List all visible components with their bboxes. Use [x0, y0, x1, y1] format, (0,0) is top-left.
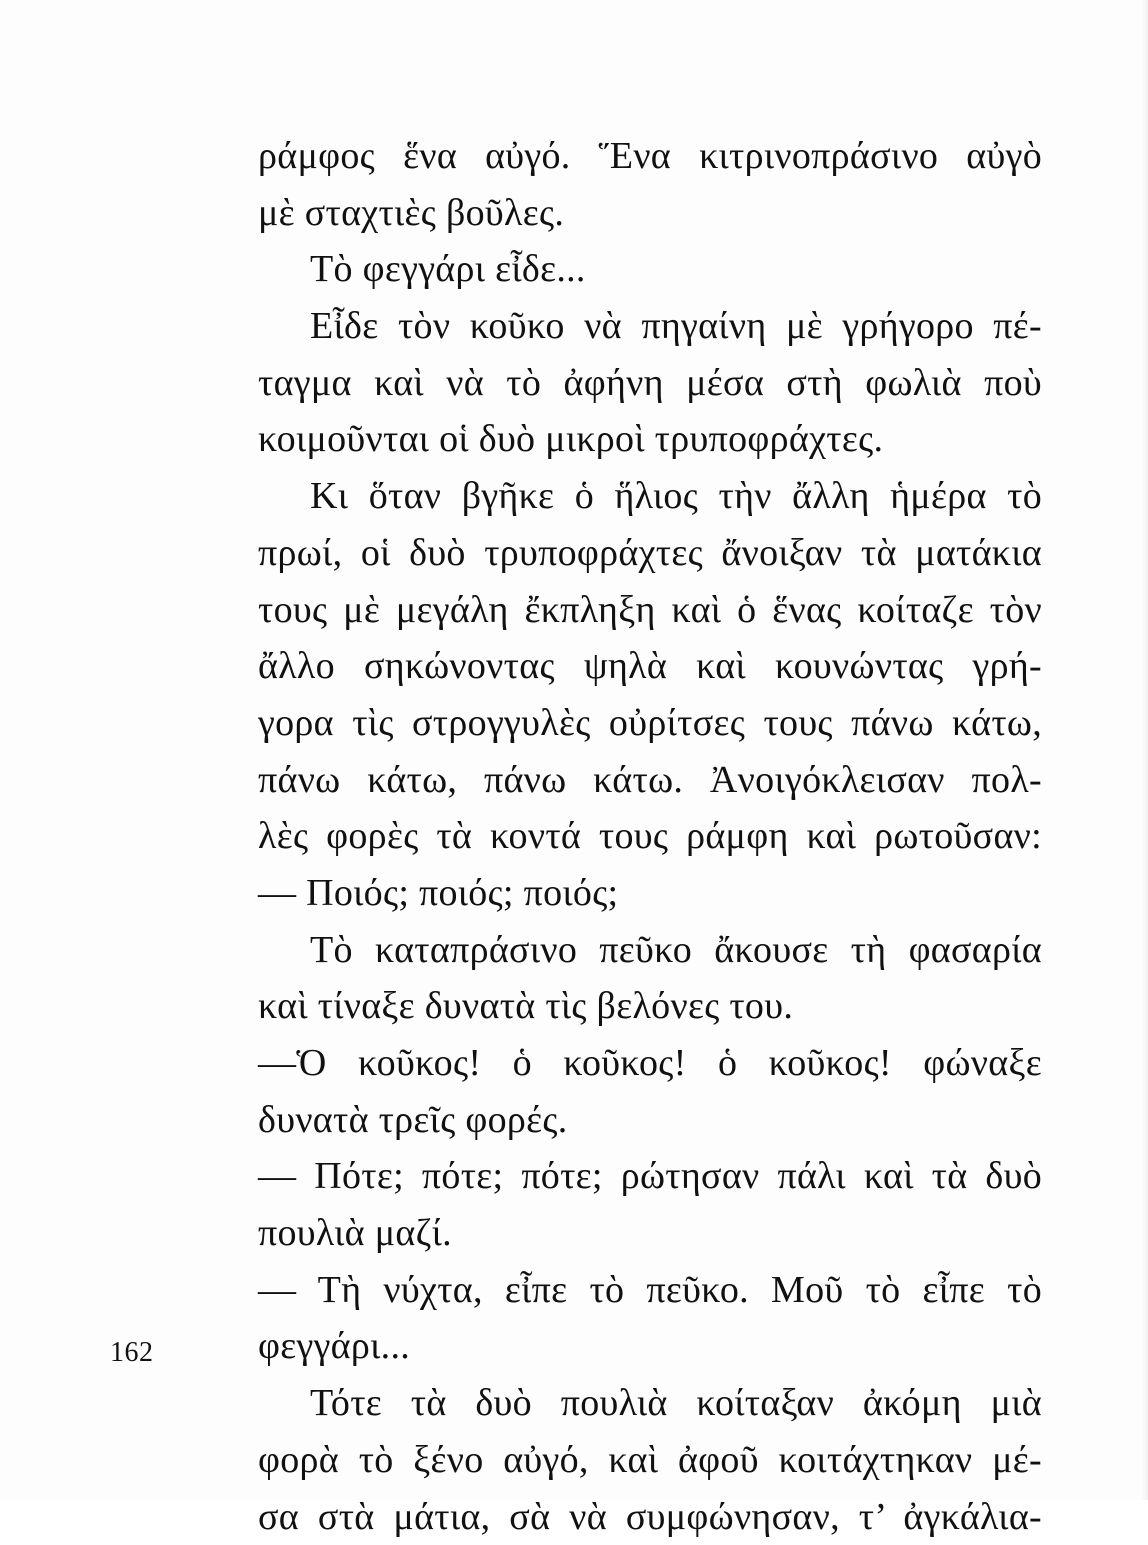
text-line: ταγμα καὶ νὰ τὸ ἀφήνη μέσα στὴ φωλιὰ ποὺ — [258, 355, 1042, 412]
text-line: Κι ὅταν βγῆκε ὁ ἥλιος τὴν ἄλλη ἡμέρα τὸ — [258, 468, 1042, 525]
text-line: δυνατὰ τρεῖς φορές. — [258, 1092, 1042, 1149]
text-line: λὲς φορὲς τὰ κοντά τους ράμφη καὶ ρωτοῦσαν: — [258, 808, 1042, 865]
text-line: — Τὴ νύχτα, εἶπε τὸ πεῦκο. Μοῦ τὸ εἶπε τὸ — [258, 1262, 1042, 1319]
text-line: μὲ σταχτιὲς βοῦλες. — [258, 185, 1042, 242]
text-line: Εἶδε τὸν κοῦκο νὰ πηγαίνη μὲ γρήγορο πέ- — [258, 298, 1042, 355]
text-line: Τότε τὰ δυὸ πουλιὰ κοίταξαν ἀκόμη μιὰ — [258, 1375, 1042, 1432]
text-line: καὶ τίναξε δυνατὰ τὶς βελόνες του. — [258, 978, 1042, 1035]
text-line: πρωί, οἱ δυὸ τρυποφράχτες ἄνοιξαν τὰ ματάκια — [258, 525, 1042, 582]
text-line: γορα τὶς στρογγυλὲς οὐρίτσες τους πάνω κάτω, — [258, 695, 1042, 752]
text-line: — Πότε; πότε; πότε; ρώτησαν πάλι καὶ τὰ δυὸ — [258, 1148, 1042, 1205]
text-line: φορὰ τὸ ξένο αὐγό, καὶ ἀφοῦ κοιτάχτηκαν μέ- — [258, 1432, 1042, 1489]
text-line: τους μὲ μεγάλη ἔκπληξη καὶ ὁ ἕνας κοίταζε τὸν — [258, 582, 1042, 639]
text-line: πουλιὰ μαζί. — [258, 1205, 1042, 1262]
page-number: 162 — [110, 1337, 154, 1369]
text-line: Τὸ φεγγάρι εἶδε... — [258, 241, 1042, 298]
text-line: φεγγάρι... — [258, 1318, 1042, 1375]
text-line: Τὸ καταπράσινο πεῦκο ἄκουσε τὴ φασαρία — [258, 922, 1042, 979]
text-line: —Ὁ κοῦκος! ὁ κοῦκος! ὁ κοῦκος! φώναξε — [258, 1035, 1042, 1092]
body-text — [258, 128, 1042, 1545]
text-line: — Ποιός; ποιός; ποιός; — [258, 865, 1042, 922]
text-line: πάνω κάτω, πάνω κάτω. Ἀνοιγόκλεισαν πολ- — [258, 752, 1042, 809]
text-line: κοιμοῦνται οἱ δυὸ μικροὶ τρυποφράχτες. — [258, 411, 1042, 468]
text-line: ἄλλο σηκώνοντας ψηλὰ καὶ κουνώντας γρή- — [258, 638, 1042, 695]
page-edge — [1140, 0, 1148, 1500]
text-line: ράμφος ἕνα αὐγό. Ἕνα κιτρινοπράσινο αὐγὸ — [258, 128, 1042, 185]
text-line: σα στὰ μάτια, σὰ νὰ συμφώνησαν, τ’ ἀγκάλια- — [258, 1489, 1042, 1545]
